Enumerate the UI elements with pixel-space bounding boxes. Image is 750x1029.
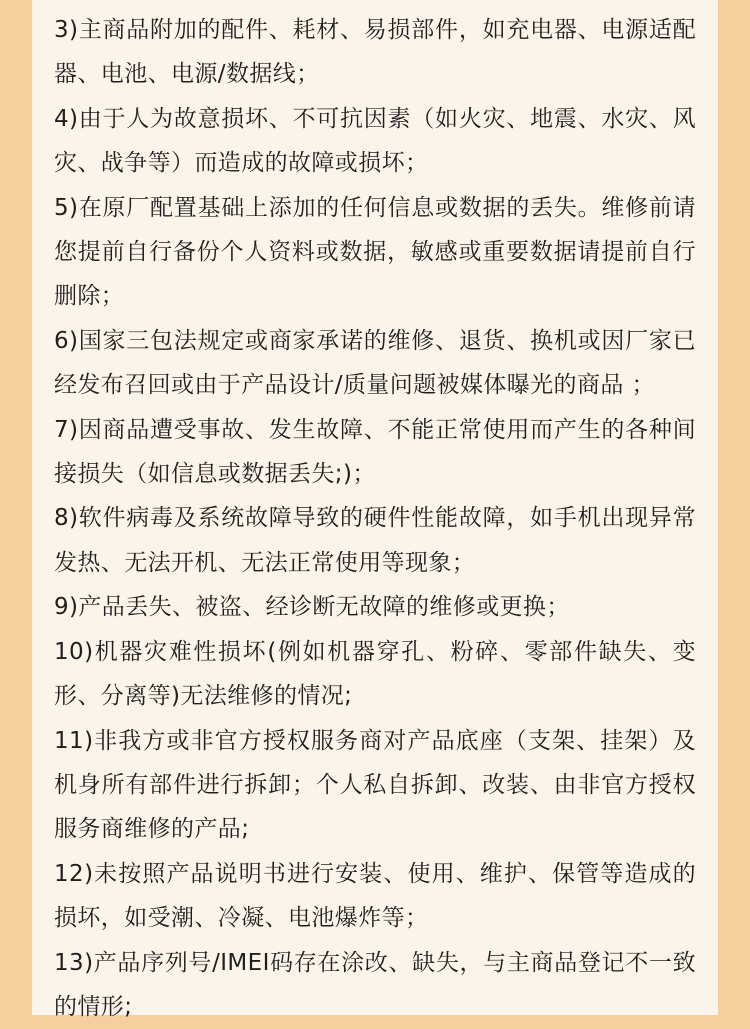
- left-border: [0, 0, 32, 1015]
- clause-8: 8)软件病毒及系统故障导致的硬件性能故障，如手机出现异常发热、无法开机、无法正常使用等现象；: [54, 505, 696, 576]
- right-border: [718, 0, 750, 1015]
- exclusion-clause-list: [54, 8, 696, 1029]
- clause-9: 9)产品丢失、被盗、经诊断无故障的维修或更换；: [54, 594, 570, 621]
- clause-10: 10)机器灾难性损坏(例如机器穿孔、粉碎、零部件缺失、变形、分离等)无法维修的情况;: [54, 638, 696, 710]
- clause-3: 3)主商品附加的配件、耗材、易损部件，如充电器、电源适配器、电池、电源/数据线；: [54, 17, 696, 88]
- clause-11: 11)非我方或非官方授权服务商对产品底座（支架、挂架）及机身所有部件进行拆卸；个人私自拆卸、改装、由非官方授权服务商维修的产品;: [54, 727, 696, 843]
- clause-12: 12)未按照产品说明书进行安装、使用、维护、保管等造成的损坏，如受潮、冷凝、电池爆炸等；: [54, 860, 696, 932]
- clause-13: 13)产品序列号/IMEI码存在涂改、缺失，与主商品登记不一致的情形;: [54, 949, 696, 1020]
- clause-6: 6)国家三包法规定或商家承诺的维修、退货、换机或因厂家已经发布召回或由于产品设计/质量问题被媒体曝光的商品 ；: [54, 327, 696, 399]
- clause-4: 4)由于人为故意损坏、不可抗因素（如火灾、地震、水灾、风灾、战争等）而造成的故障或损坏；: [54, 105, 696, 177]
- clause-7: 7)因商品遭受事故、发生故障、不能正常使用而产生的各种间接损失（如信息或数据丢失;)；: [54, 416, 696, 488]
- clause-5: 5)在原厂配置基础上添加的任何信息或数据的丢失。维修前请您提前自行备份个人资料或数据，敏感或重要数据请提前自行删除；: [54, 194, 696, 310]
- terms-card: [32, 0, 718, 1020]
